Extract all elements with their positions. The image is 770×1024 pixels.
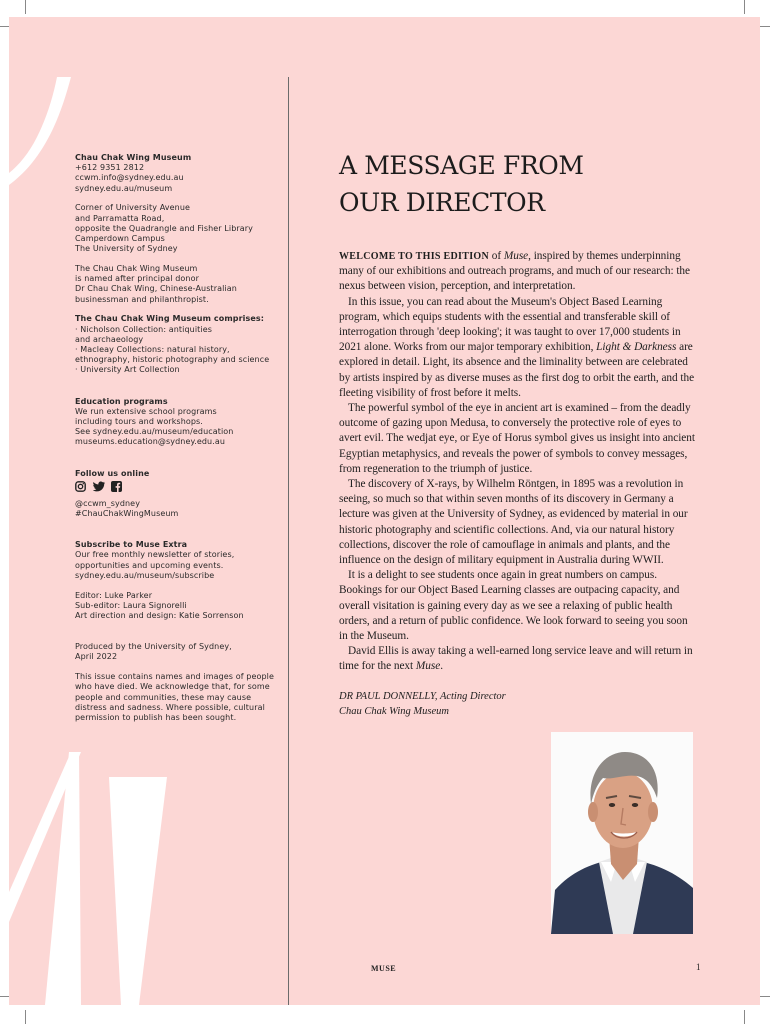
comprises-heading: The Chau Chak Wing Museum comprises:: [75, 314, 265, 324]
credits: Editor: Luke Parker Sub-editor: Laura Signorelli Art direction and design: Katie Sorrenson: [75, 590, 244, 621]
social-icons: [75, 481, 275, 493]
signature-org: Chau Chak Wing Museum: [339, 706, 449, 717]
decorative-letter-bottom: [9, 752, 179, 1005]
column-divider: [288, 77, 289, 1005]
paragraph: David Ellis is away taking a well-earned long service leave and will return in time for the next Muse.: [339, 645, 693, 673]
subscribe-heading: Subscribe to Muse Extra: [75, 540, 188, 550]
crop-mark: [25, 1010, 26, 1024]
sidebar-info: [75, 153, 275, 733]
article-body: [339, 249, 695, 675]
director-portrait: [551, 732, 693, 934]
paragraph: The powerful symbol of the eye in ancient art is examined – from the deadly outcome of gazing upon Medusa, to conversely the protective role of eyes to avert evil. The wedjat eye, or Eye of Horus symbol gives us insight into ancient Egyptian metaphysics, and reveals the power of symbols to convey messages, from regeneration to the triumph of justice.: [339, 402, 695, 475]
paragraph: The discovery of X-rays, by Wilhelm Röntgen, in 1895 was a revolution in seeing, so much so that within seven months of its discovery in Germany a lecture was given at the University of Sydney, as evidenced by material in our historic photography and scientific collections. And, via our natural history collections, discover the role of camouflage in animals and plants, and the influence on the design of military equipment in Australia during WWII.: [339, 478, 688, 567]
crop-mark: [744, 0, 745, 14]
collections-list: · Nicholson Collection: antiquities and archaeology · Macleay Collections: natural history, ethnography, historic photography and science · University Art Collection: [75, 324, 270, 375]
cultural-notice: This issue contains names and images of people who have died. We acknowledge that, for some people and communities, these may cause distress and sadness. Where possible, cultural permission to publish has been sought.: [75, 672, 274, 723]
subscribe-text: Our free monthly newsletter of stories, opportunities and upcoming events. sydney.edu.au/museum/subscribe: [75, 550, 235, 580]
page-number: 1: [696, 962, 701, 972]
paragraph: WELCOME TO THIS EDITION of Muse, inspired by themes underpinning many of our exhibitions and outreach programs, and much of our research: the nexus between vision, perception, and interpretation.: [339, 250, 690, 293]
facebook-icon[interactable]: [111, 481, 122, 492]
twitter-icon[interactable]: [93, 481, 104, 492]
exhibition-title: Light & Darkness: [596, 341, 677, 354]
education-text: We run extensive school programs including tours and workshops. See sydney.edu.au/museum/education museums.education@sydney.edu.au: [75, 406, 234, 447]
museum-name: Chau Chak Wing Museum: [75, 153, 192, 162]
paragraph: It is a delight to see students once again in great numbers on campus. Bookings for our Object Based Learning classes are outpacing capacity, and overall visitation is gaining every day as we see a relaxing of public health orders, and a return of public confidence. We look forward to seeing you soon in the Museum.: [339, 569, 688, 643]
instagram-icon[interactable]: [75, 481, 86, 492]
page: [9, 17, 760, 1005]
contact-details: +612 9351 2812 ccwm.info@sydney.edu.au sydney.edu.au/museum: [75, 163, 184, 193]
social-handles: @ccwm_sydney #ChauChakWingMuseum: [75, 498, 179, 519]
signature: [339, 689, 506, 719]
paragraph: In this issue, you can read about the Museum's Object Based Learning program, which equips students with the essential and transferable skill of interrogation through 'deep looking'; it was taught to over 17,000 students in 2021 alone. Works from our major temporary exhibition, Light & Darkness are explored in detail. Light, its absence and the liminality between are celebrated by artists inspired by as diverse muses as the first dog to orbit the earth, and the fleeting visibility of frost before it melts.: [339, 295, 695, 399]
follow-heading: Follow us online: [75, 468, 150, 478]
education-heading: Education programs: [75, 396, 168, 406]
crop-mark: [25, 0, 26, 14]
page-title: A MESSAGE FROM OUR DIRECTOR: [339, 151, 584, 217]
donor-note: The Chau Chak Wing Museum is named after principal donor Dr Chau Chak Wing, Chinese-Australian businessman and philanthropist.: [75, 264, 237, 304]
lead-in: WELCOME TO THIS EDITION: [339, 251, 490, 262]
address: Corner of University Avenue and Parramatta Road, opposite the Quadrangle and Fisher Library Camperdown Campus The University of Sydney: [75, 203, 253, 254]
footer-magazine-name: MUSE: [371, 964, 397, 973]
produced-by: Produced by the University of Sydney, April 2022: [75, 642, 232, 662]
crop-mark: [744, 1010, 745, 1024]
signature-name: DR PAUL DONNELLY, Acting Director: [339, 691, 506, 702]
